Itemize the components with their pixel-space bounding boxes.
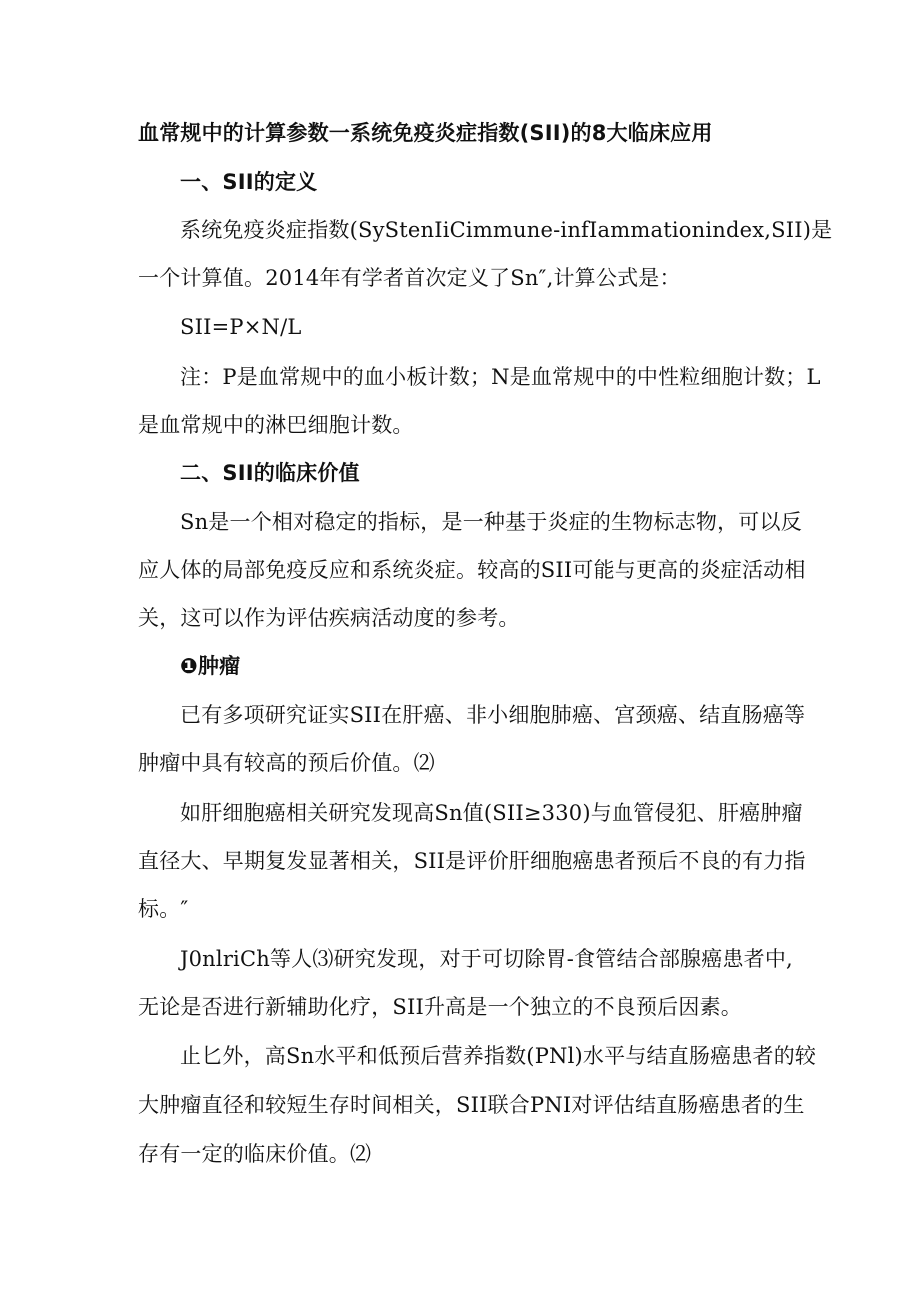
tumor-paragraph-line: 无论是否进行新辅助化疗，SII升高是一个独立的不良预后因素。	[138, 995, 742, 1019]
note-line: 注：P是血常规中的血小板计数；N是血常规中的中性粒细胞计数；L	[180, 365, 821, 389]
clinical-paragraph-line: 关，这可以作为评估疾病活动度的参考。	[138, 606, 520, 630]
tumor-paragraph-line: 已有多项研究证实SII在肝癌、非小细胞肺癌、宫颈癌、结直肠癌等	[180, 703, 806, 727]
tumor-paragraph-line: 大肿瘤直径和较短生存时间相关，SII联合PNI对评估结直肠癌患者的生	[138, 1093, 805, 1117]
definition-paragraph-line: 一个计算值。2014年有学者首次定义了Sn″,计算公式是：	[138, 266, 681, 290]
definition-paragraph-line: 系统免疫炎症指数(SyStenIiCimmune-infIammationindex,SII)是	[180, 218, 833, 242]
formula: SII=P×N/L	[180, 315, 302, 339]
tumor-paragraph-line: 标。″	[138, 897, 189, 921]
tumor-paragraph-line: 存有一定的临床价值。⑵	[138, 1142, 372, 1166]
clinical-paragraph-line: 应人体的局部免疫反应和系统炎症。较高的SII可能与更高的炎症活动相	[138, 558, 806, 582]
note-line: 是血常规中的淋巴细胞计数。	[138, 413, 414, 437]
clinical-paragraph-line: Sn是一个相对稳定的指标，是一种基于炎症的生物标志物，可以反	[180, 510, 802, 534]
tumor-paragraph-line: 直径大、早期复发显著相关，SII是评价肝细胞癌患者预后不良的有力指	[138, 849, 806, 873]
subheading-tumor: ❶肿瘤	[180, 654, 241, 678]
tumor-paragraph-line: 如肝细胞癌相关研究发现高Sn值(SII≥330)与血管侵犯、肝癌肿瘤	[180, 801, 803, 825]
tumor-paragraph-line: 止匕外，高Sn水平和低预后营养指数(PNl)水平与结直肠癌患者的较	[180, 1044, 817, 1068]
document-title: 血常规中的计算参数一系统免疫炎症指数(SII)的8大临床应用	[138, 121, 713, 145]
section-heading-definition: 一、SII的定义	[180, 170, 318, 194]
tumor-paragraph-line: J0nlriCh等人⑶研究发现，对于可切除胃-食管结合部腺癌患者中,	[180, 947, 793, 971]
tumor-paragraph-line: 肿瘤中具有较高的预后价值。⑵	[138, 751, 435, 775]
section-heading-clinical-value: 二、SII的临床价值	[180, 461, 360, 485]
